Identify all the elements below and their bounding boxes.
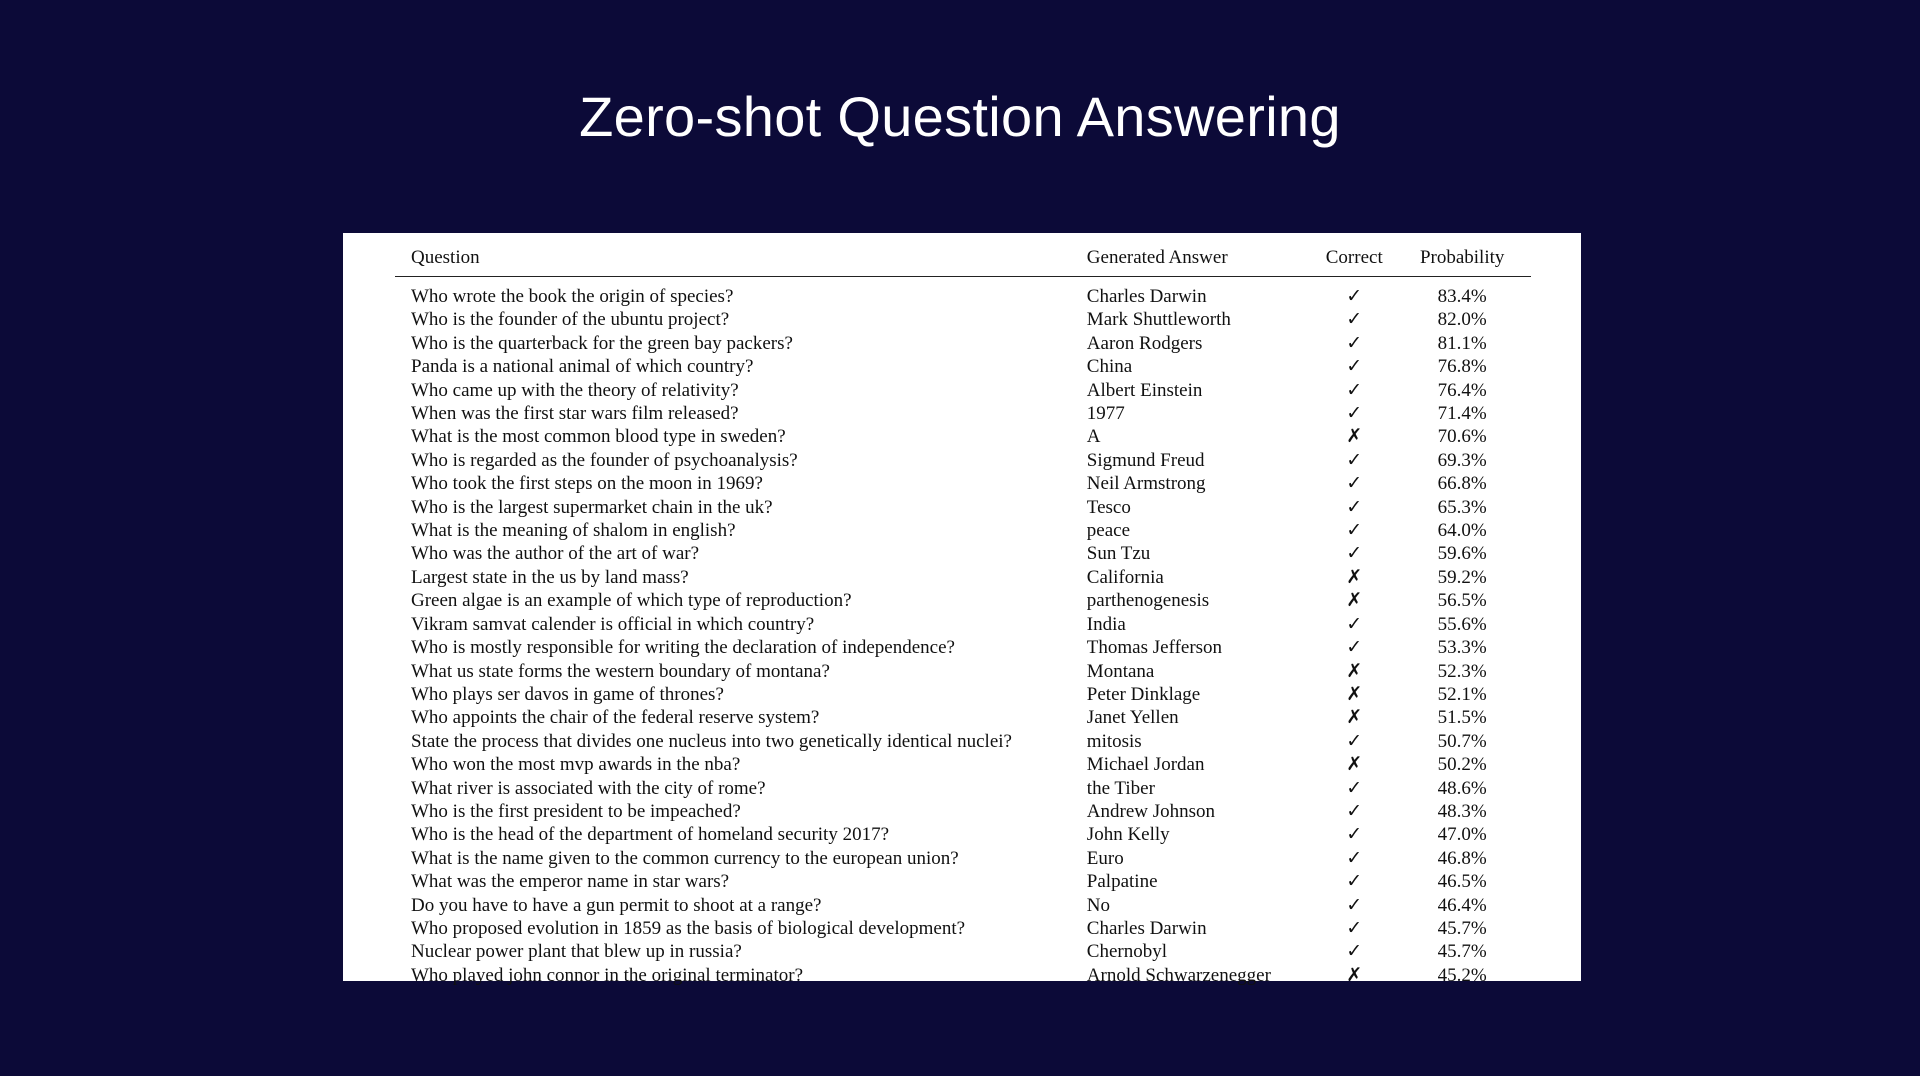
cell-correct xyxy=(1315,566,1393,589)
cell-correct xyxy=(1315,800,1393,823)
cell-correct xyxy=(1315,379,1393,402)
cross-mark-icon: ✗ xyxy=(1346,425,1363,448)
checkmark-icon: ✓ xyxy=(1346,472,1363,495)
cell-generated-answer: Mark Shuttleworth xyxy=(1086,309,1231,331)
table-row xyxy=(395,753,1531,776)
table-row xyxy=(395,636,1531,659)
cell-question: Panda is a national animal of which country? xyxy=(411,356,754,378)
cell-correct xyxy=(1315,894,1393,917)
cell-generated-answer: 1977 xyxy=(1086,403,1125,425)
cell-correct xyxy=(1315,730,1393,753)
cell-question: Do you have to have a gun permit to shoot at a range? xyxy=(411,894,822,916)
cross-mark-icon: ✗ xyxy=(1346,659,1363,682)
cell-correct xyxy=(1315,870,1393,893)
cross-mark-icon: ✗ xyxy=(1346,565,1363,588)
table-row xyxy=(395,917,1531,940)
cell-generated-answer: Chernobyl xyxy=(1086,941,1168,963)
cell-generated-answer: Sun Tzu xyxy=(1086,543,1151,565)
cell-question: Who is the head of the department of homeland security 2017? xyxy=(411,824,890,846)
cell-question: Who is mostly responsible for writing the declaration of independence? xyxy=(411,637,955,659)
cell-correct xyxy=(1315,277,1393,309)
cell-probability: 76.8% xyxy=(1437,356,1487,378)
cell-correct xyxy=(1315,332,1393,355)
cell-correct xyxy=(1315,355,1393,378)
cell-generated-answer: mitosis xyxy=(1086,730,1142,752)
checkmark-icon: ✓ xyxy=(1346,823,1363,846)
cell-probability: 46.5% xyxy=(1437,871,1487,893)
table-row xyxy=(395,823,1531,846)
table-row xyxy=(395,449,1531,472)
table-row xyxy=(395,800,1531,823)
table-row xyxy=(395,613,1531,636)
cell-question: Who played john connor in the original terminator? xyxy=(411,964,804,986)
cell-generated-answer: Thomas Jefferson xyxy=(1086,637,1223,659)
cross-mark-icon: ✗ xyxy=(1346,589,1363,612)
cell-probability: 47.0% xyxy=(1437,824,1487,846)
cell-correct xyxy=(1315,308,1393,331)
cell-correct xyxy=(1315,917,1393,940)
cell-correct xyxy=(1315,496,1393,519)
table-row xyxy=(395,847,1531,870)
cell-correct xyxy=(1315,519,1393,542)
cell-correct xyxy=(1315,940,1393,963)
cell-correct xyxy=(1315,425,1393,448)
table-row xyxy=(395,542,1531,565)
checkmark-icon: ✓ xyxy=(1346,331,1363,354)
cell-question: Nuclear power plant that blew up in russia? xyxy=(411,941,742,963)
qa-results-table xyxy=(395,233,1531,987)
cell-probability: 71.4% xyxy=(1437,403,1487,425)
cross-mark-icon: ✗ xyxy=(1346,706,1363,729)
table-row xyxy=(395,402,1531,425)
checkmark-icon: ✓ xyxy=(1346,378,1363,401)
cell-probability: 52.1% xyxy=(1437,683,1487,705)
cell-correct xyxy=(1315,777,1393,800)
cell-probability: 69.3% xyxy=(1437,449,1487,471)
table-row xyxy=(395,519,1531,542)
table-row xyxy=(395,332,1531,355)
table-row xyxy=(395,355,1531,378)
cell-generated-answer: peace xyxy=(1086,520,1131,542)
cell-question: Largest state in the us by land mass? xyxy=(411,566,689,588)
cell-generated-answer: Euro xyxy=(1086,847,1124,869)
cell-question: Who was the author of the art of war? xyxy=(411,543,700,565)
cell-generated-answer: No xyxy=(1086,894,1111,916)
table-row xyxy=(395,964,1531,987)
cell-generated-answer: Palpatine xyxy=(1086,871,1158,893)
checkmark-icon: ✓ xyxy=(1346,940,1363,963)
cell-probability: 45.7% xyxy=(1437,941,1487,963)
cell-probability: 52.3% xyxy=(1437,660,1487,682)
cell-probability: 59.6% xyxy=(1437,543,1487,565)
checkmark-icon: ✓ xyxy=(1346,308,1363,331)
cell-probability: 76.4% xyxy=(1437,379,1487,401)
cell-generated-answer: Sigmund Freud xyxy=(1086,449,1205,471)
cell-question: Who plays ser davos in game of thrones? xyxy=(411,683,724,705)
cross-mark-icon: ✗ xyxy=(1346,753,1363,776)
header-probability: Probability xyxy=(1393,233,1531,277)
cell-question: Who is the founder of the ubuntu project? xyxy=(411,309,730,331)
cell-question: Green algae is an example of which type of reproduction? xyxy=(411,590,852,612)
cell-correct xyxy=(1315,589,1393,612)
cell-generated-answer: parthenogenesis xyxy=(1086,590,1210,612)
cell-correct xyxy=(1315,613,1393,636)
table-header-row xyxy=(395,233,1531,277)
cell-generated-answer: Janet Yellen xyxy=(1086,707,1179,729)
cell-generated-answer: Albert Einstein xyxy=(1086,379,1203,401)
table-row xyxy=(395,660,1531,683)
checkmark-icon: ✓ xyxy=(1346,612,1363,635)
cell-generated-answer: California xyxy=(1086,566,1164,588)
cell-correct xyxy=(1315,706,1393,729)
table-row xyxy=(395,472,1531,495)
cell-correct xyxy=(1315,683,1393,706)
checkmark-icon: ✓ xyxy=(1346,870,1363,893)
cell-probability: 53.3% xyxy=(1437,637,1487,659)
checkmark-icon: ✓ xyxy=(1346,776,1363,799)
cell-generated-answer: John Kelly xyxy=(1086,824,1170,846)
cell-probability: 65.3% xyxy=(1437,496,1487,518)
cell-correct xyxy=(1315,636,1393,659)
table-row xyxy=(395,308,1531,331)
cell-question: What is the name given to the common currency to the european union? xyxy=(411,847,959,869)
cell-question: What river is associated with the city of rome? xyxy=(411,777,766,799)
checkmark-icon: ✓ xyxy=(1346,846,1363,869)
cell-probability: 66.8% xyxy=(1437,473,1487,495)
table-row xyxy=(395,870,1531,893)
cell-question: What us state forms the western boundary of montana? xyxy=(411,660,830,682)
checkmark-icon: ✓ xyxy=(1346,893,1363,916)
cell-question: When was the first star wars film released? xyxy=(411,403,739,425)
cell-question: Who is regarded as the founder of psychoanalysis? xyxy=(411,449,798,471)
cell-question: Who came up with the theory of relativity? xyxy=(411,379,739,401)
cell-question: Who appoints the chair of the federal reserve system? xyxy=(411,707,820,729)
cell-correct xyxy=(1315,472,1393,495)
cell-correct xyxy=(1315,964,1393,987)
cell-question: What was the emperor name in star wars? xyxy=(411,871,730,893)
checkmark-icon: ✓ xyxy=(1346,448,1363,471)
checkmark-icon: ✓ xyxy=(1346,519,1363,542)
cell-question: Who is the first president to be impeached? xyxy=(411,800,741,822)
cell-correct xyxy=(1315,823,1393,846)
cell-probability: 45.2% xyxy=(1437,964,1487,986)
cell-probability: 50.2% xyxy=(1437,754,1487,776)
checkmark-icon: ✓ xyxy=(1346,636,1363,659)
table-row xyxy=(395,777,1531,800)
table-row xyxy=(395,730,1531,753)
cell-question: Who wrote the book the origin of species? xyxy=(411,286,734,307)
header-correct: Correct xyxy=(1315,233,1393,277)
cell-probability: 50.7% xyxy=(1437,730,1487,752)
table-row xyxy=(395,683,1531,706)
cell-generated-answer: Neil Armstrong xyxy=(1086,473,1206,495)
checkmark-icon: ✓ xyxy=(1346,402,1363,425)
cell-correct xyxy=(1315,847,1393,870)
cell-probability: 64.0% xyxy=(1437,520,1487,542)
table-panel xyxy=(343,233,1581,986)
table-row xyxy=(395,894,1531,917)
checkmark-icon: ✓ xyxy=(1346,799,1363,822)
cell-generated-answer: the Tiber xyxy=(1086,777,1155,799)
cell-generated-answer: Michael Jordan xyxy=(1086,754,1205,776)
cell-probability: 70.6% xyxy=(1437,426,1487,448)
cell-generated-answer: Arnold Schwarzenegger xyxy=(1086,964,1271,986)
cell-generated-answer: Montana xyxy=(1086,660,1155,682)
cross-mark-icon: ✗ xyxy=(1346,963,1363,986)
checkmark-icon: ✓ xyxy=(1346,495,1363,518)
table-row xyxy=(395,379,1531,402)
table-row xyxy=(395,496,1531,519)
cell-probability: 46.8% xyxy=(1437,847,1487,869)
cell-correct xyxy=(1315,449,1393,472)
table-row xyxy=(395,706,1531,729)
cell-probability: 51.5% xyxy=(1437,707,1487,729)
checkmark-icon: ✓ xyxy=(1346,355,1363,378)
cell-generated-answer: A xyxy=(1086,426,1101,448)
cell-correct xyxy=(1315,660,1393,683)
cell-generated-answer: Aaron Rodgers xyxy=(1086,332,1203,354)
cell-question: What is the meaning of shalom in english? xyxy=(411,520,736,542)
cell-correct xyxy=(1315,753,1393,776)
cell-probability: 48.3% xyxy=(1437,800,1487,822)
cell-generated-answer: Charles Darwin xyxy=(1086,917,1207,939)
cell-generated-answer: Charles Darwin xyxy=(1086,286,1207,307)
table-row xyxy=(395,566,1531,589)
table-row xyxy=(395,425,1531,448)
cell-question: State the process that divides one nucleus into two genetically identical nuclei? xyxy=(411,730,1012,752)
cell-probability: 81.1% xyxy=(1437,332,1487,354)
checkmark-icon: ✓ xyxy=(1346,542,1363,565)
cell-probability: 46.4% xyxy=(1437,894,1487,916)
table-row xyxy=(395,940,1531,963)
cell-generated-answer: India xyxy=(1086,613,1126,635)
cross-mark-icon: ✗ xyxy=(1346,682,1363,705)
cell-question: What is the most common blood type in sweden? xyxy=(411,426,786,448)
cell-generated-answer: China xyxy=(1086,356,1133,378)
checkmark-icon: ✓ xyxy=(1346,285,1363,307)
table-body xyxy=(395,277,1531,988)
cell-question: Who proposed evolution in 1859 as the basis of biological development? xyxy=(411,917,966,939)
cell-probability: 59.2% xyxy=(1437,566,1487,588)
cell-probability: 48.6% xyxy=(1437,777,1487,799)
cell-correct xyxy=(1315,542,1393,565)
cell-question: Who won the most mvp awards in the nba? xyxy=(411,754,741,776)
cell-question: Who is the quarterback for the green bay packers? xyxy=(411,332,793,354)
cell-generated-answer: Tesco xyxy=(1086,496,1131,518)
cell-probability: 82.0% xyxy=(1437,309,1487,331)
slide-title: Zero-shot Question Answering xyxy=(579,85,1341,148)
table-row xyxy=(395,589,1531,612)
cell-correct xyxy=(1315,402,1393,425)
checkmark-icon: ✓ xyxy=(1346,729,1363,752)
cell-generated-answer: Peter Dinklage xyxy=(1086,683,1201,705)
checkmark-icon: ✓ xyxy=(1346,916,1363,939)
cell-probability: 45.7% xyxy=(1437,917,1487,939)
cell-probability: 56.5% xyxy=(1437,590,1487,612)
table-row xyxy=(395,277,1531,309)
cell-question: Vikram samvat calender is official in which country? xyxy=(411,613,815,635)
cell-probability: 83.4% xyxy=(1437,286,1487,307)
header-question: Question xyxy=(395,233,1087,277)
cell-question: Who is the largest supermarket chain in the uk? xyxy=(411,496,773,518)
cell-probability: 55.6% xyxy=(1437,613,1487,635)
cell-question: Who took the first steps on the moon in 1969? xyxy=(411,473,763,495)
header-generated-answer: Generated Answer xyxy=(1087,233,1315,277)
cell-generated-answer: Andrew Johnson xyxy=(1086,800,1216,822)
